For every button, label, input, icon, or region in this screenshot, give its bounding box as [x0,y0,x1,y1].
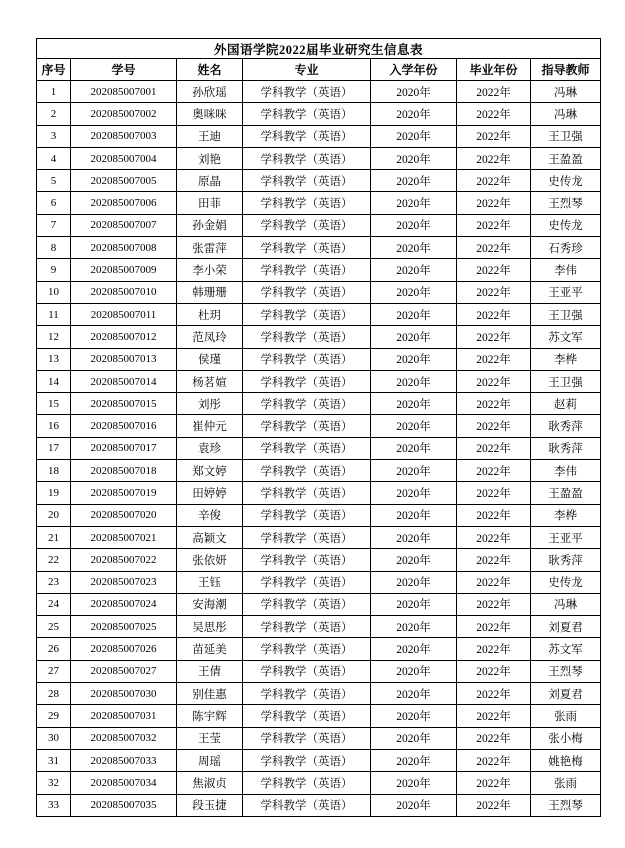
cell-name: 范凤玲 [177,326,243,348]
cell-major: 学科教学（英语） [243,593,371,615]
cell-index: 17 [37,437,71,459]
cell-name: 陈宇辉 [177,705,243,727]
table-row [37,259,601,281]
cell-index: 14 [37,370,71,392]
cell-grad-year: 2022年 [457,460,531,482]
cell-major: 学科教学（英语） [243,638,371,660]
table-row [37,303,601,325]
cell-index: 23 [37,571,71,593]
table-row [37,772,601,794]
cell-name: 安海潮 [177,593,243,615]
cell-advisor: 冯琳 [531,103,601,125]
cell-advisor: 刘夏君 [531,616,601,638]
cell-student-id: 202085007025 [71,616,177,638]
cell-grad-year: 2022年 [457,370,531,392]
cell-grad-year: 2022年 [457,504,531,526]
cell-enroll-year: 2020年 [371,460,457,482]
table-row [37,393,601,415]
cell-major: 学科教学（英语） [243,259,371,281]
cell-enroll-year: 2020年 [371,638,457,660]
cell-grad-year: 2022年 [457,259,531,281]
cell-enroll-year: 2020年 [371,482,457,504]
cell-major: 学科教学（英语） [243,437,371,459]
cell-grad-year: 2022年 [457,526,531,548]
cell-grad-year: 2022年 [457,81,531,103]
cell-major: 学科教学（英语） [243,749,371,771]
table-row [37,549,601,571]
cell-student-id: 202085007001 [71,81,177,103]
cell-student-id: 202085007016 [71,415,177,437]
cell-student-id: 202085007033 [71,749,177,771]
cell-grad-year: 2022年 [457,705,531,727]
cell-name: 辛俊 [177,504,243,526]
cell-index: 16 [37,415,71,437]
cell-major: 学科教学（英语） [243,526,371,548]
cell-enroll-year: 2020年 [371,237,457,259]
cell-name: 杜玥 [177,303,243,325]
cell-index: 28 [37,683,71,705]
cell-index: 21 [37,526,71,548]
cell-major: 学科教学（英语） [243,81,371,103]
cell-student-id: 202085007035 [71,794,177,816]
cell-grad-year: 2022年 [457,482,531,504]
cell-enroll-year: 2020年 [371,81,457,103]
cell-index: 1 [37,81,71,103]
column-header-advisor: 指导教师 [531,59,601,81]
cell-enroll-year: 2020年 [371,549,457,571]
cell-enroll-year: 2020年 [371,705,457,727]
cell-advisor: 王卫强 [531,370,601,392]
title-row [37,39,601,59]
cell-index: 4 [37,147,71,169]
cell-advisor: 李伟 [531,460,601,482]
cell-enroll-year: 2020年 [371,147,457,169]
table-row [37,326,601,348]
cell-student-id: 202085007014 [71,370,177,392]
cell-student-id: 202085007019 [71,482,177,504]
cell-major: 学科教学（英语） [243,415,371,437]
column-header-grad-year: 毕业年份 [457,59,531,81]
cell-student-id: 202085007026 [71,638,177,660]
cell-name: 高颖文 [177,526,243,548]
cell-grad-year: 2022年 [457,393,531,415]
cell-index: 10 [37,281,71,303]
cell-advisor: 李伟 [531,259,601,281]
table-row [37,214,601,236]
cell-major: 学科教学（英语） [243,727,371,749]
cell-grad-year: 2022年 [457,214,531,236]
cell-major: 学科教学（英语） [243,482,371,504]
cell-index: 2 [37,103,71,125]
cell-student-id: 202085007015 [71,393,177,415]
column-header-index: 序号 [37,59,71,81]
cell-major: 学科教学（英语） [243,281,371,303]
cell-advisor: 刘夏君 [531,683,601,705]
cell-advisor: 苏文军 [531,326,601,348]
table-row [37,460,601,482]
cell-grad-year: 2022年 [457,192,531,214]
cell-grad-year: 2022年 [457,348,531,370]
table-row [37,370,601,392]
cell-student-id: 202085007034 [71,772,177,794]
cell-name: 焦淑贞 [177,772,243,794]
cell-advisor: 姚艳梅 [531,749,601,771]
cell-advisor: 王卫强 [531,125,601,147]
table-row [37,727,601,749]
cell-name: 奥咪咪 [177,103,243,125]
cell-enroll-year: 2020年 [371,214,457,236]
cell-major: 学科教学（英语） [243,125,371,147]
cell-index: 30 [37,727,71,749]
cell-advisor: 王烈琴 [531,192,601,214]
cell-enroll-year: 2020年 [371,437,457,459]
cell-index: 5 [37,170,71,192]
cell-index: 20 [37,504,71,526]
cell-grad-year: 2022年 [457,683,531,705]
table-row [37,794,601,816]
cell-name: 田菲 [177,192,243,214]
cell-student-id: 202085007012 [71,326,177,348]
table-row [37,103,601,125]
cell-advisor: 王卫强 [531,303,601,325]
cell-enroll-year: 2020年 [371,526,457,548]
cell-advisor: 李桦 [531,348,601,370]
table-row [37,504,601,526]
cell-name: 刘艳 [177,147,243,169]
cell-major: 学科教学（英语） [243,571,371,593]
table-row [37,125,601,147]
cell-advisor: 王亚平 [531,526,601,548]
cell-student-id: 202085007009 [71,259,177,281]
cell-grad-year: 2022年 [457,660,531,682]
cell-grad-year: 2022年 [457,794,531,816]
cell-name: 刘彤 [177,393,243,415]
cell-grad-year: 2022年 [457,549,531,571]
cell-advisor: 冯琳 [531,593,601,615]
cell-major: 学科教学（英语） [243,772,371,794]
cell-grad-year: 2022年 [457,772,531,794]
cell-enroll-year: 2020年 [371,192,457,214]
cell-index: 24 [37,593,71,615]
cell-major: 学科教学（英语） [243,370,371,392]
cell-grad-year: 2022年 [457,593,531,615]
cell-grad-year: 2022年 [457,571,531,593]
cell-advisor: 张雨 [531,772,601,794]
cell-student-id: 202085007023 [71,571,177,593]
cell-index: 26 [37,638,71,660]
cell-grad-year: 2022年 [457,281,531,303]
cell-advisor: 耿秀萍 [531,415,601,437]
table-row [37,192,601,214]
cell-index: 3 [37,125,71,147]
cell-name: 苗延美 [177,638,243,660]
cell-enroll-year: 2020年 [371,772,457,794]
cell-major: 学科教学（英语） [243,683,371,705]
cell-advisor: 史传龙 [531,571,601,593]
cell-index: 32 [37,772,71,794]
cell-name: 杨茗媗 [177,370,243,392]
cell-name: 王钰 [177,571,243,593]
cell-index: 19 [37,482,71,504]
cell-index: 33 [37,794,71,816]
cell-name: 孙金娟 [177,214,243,236]
cell-name: 田婷婷 [177,482,243,504]
table-row [37,348,601,370]
table-row [37,482,601,504]
cell-name: 侯瑾 [177,348,243,370]
cell-name: 原晶 [177,170,243,192]
cell-student-id: 202085007018 [71,460,177,482]
cell-advisor: 耿秀萍 [531,437,601,459]
cell-index: 31 [37,749,71,771]
cell-name: 崔仲元 [177,415,243,437]
cell-grad-year: 2022年 [457,727,531,749]
cell-grad-year: 2022年 [457,638,531,660]
document-page [36,38,600,817]
table-row [37,705,601,727]
cell-major: 学科教学（英语） [243,147,371,169]
header-row [37,59,601,81]
cell-student-id: 202085007020 [71,504,177,526]
cell-index: 25 [37,616,71,638]
cell-index: 8 [37,237,71,259]
cell-student-id: 202085007021 [71,526,177,548]
cell-grad-year: 2022年 [457,749,531,771]
cell-name: 别佳惠 [177,683,243,705]
cell-major: 学科教学（英语） [243,705,371,727]
column-header-student-id: 学号 [71,59,177,81]
cell-enroll-year: 2020年 [371,103,457,125]
cell-enroll-year: 2020年 [371,393,457,415]
cell-student-id: 202085007030 [71,683,177,705]
cell-name: 吴思彤 [177,616,243,638]
cell-advisor: 冯琳 [531,81,601,103]
cell-index: 11 [37,303,71,325]
table-row [37,415,601,437]
cell-name: 袁珍 [177,437,243,459]
table-row [37,660,601,682]
table-row [37,81,601,103]
cell-name: 郑文婷 [177,460,243,482]
cell-major: 学科教学（英语） [243,170,371,192]
cell-enroll-year: 2020年 [371,415,457,437]
cell-enroll-year: 2020年 [371,593,457,615]
cell-enroll-year: 2020年 [371,504,457,526]
cell-grad-year: 2022年 [457,103,531,125]
cell-student-id: 202085007032 [71,727,177,749]
cell-enroll-year: 2020年 [371,571,457,593]
table-row [37,616,601,638]
cell-student-id: 202085007010 [71,281,177,303]
cell-grad-year: 2022年 [457,147,531,169]
cell-index: 6 [37,192,71,214]
cell-enroll-year: 2020年 [371,794,457,816]
cell-enroll-year: 2020年 [371,683,457,705]
cell-enroll-year: 2020年 [371,727,457,749]
cell-major: 学科教学（英语） [243,460,371,482]
cell-grad-year: 2022年 [457,303,531,325]
cell-enroll-year: 2020年 [371,303,457,325]
table-row [37,170,601,192]
cell-index: 7 [37,214,71,236]
table-row [37,571,601,593]
cell-advisor: 苏文军 [531,638,601,660]
cell-major: 学科教学（英语） [243,348,371,370]
cell-name: 周瑶 [177,749,243,771]
cell-index: 18 [37,460,71,482]
cell-advisor: 王烈琴 [531,794,601,816]
cell-enroll-year: 2020年 [371,170,457,192]
cell-enroll-year: 2020年 [371,616,457,638]
cell-enroll-year: 2020年 [371,370,457,392]
table-row [37,526,601,548]
cell-advisor: 张小梅 [531,727,601,749]
cell-grad-year: 2022年 [457,437,531,459]
cell-advisor: 李桦 [531,504,601,526]
cell-index: 13 [37,348,71,370]
cell-enroll-year: 2020年 [371,326,457,348]
cell-student-id: 202085007007 [71,214,177,236]
graduate-student-info-table [36,38,601,817]
cell-advisor: 王盈盈 [531,147,601,169]
cell-advisor: 赵莉 [531,393,601,415]
table-title: 外国语学院2022届毕业研究生信息表 [37,39,601,59]
cell-major: 学科教学（英语） [243,237,371,259]
cell-major: 学科教学（英语） [243,192,371,214]
cell-grad-year: 2022年 [457,237,531,259]
cell-index: 15 [37,393,71,415]
cell-name: 李小荣 [177,259,243,281]
cell-student-id: 202085007003 [71,125,177,147]
cell-student-id: 202085007022 [71,549,177,571]
cell-enroll-year: 2020年 [371,281,457,303]
cell-major: 学科教学（英语） [243,616,371,638]
cell-grad-year: 2022年 [457,170,531,192]
cell-advisor: 石秀珍 [531,237,601,259]
cell-name: 王倩 [177,660,243,682]
cell-name: 段玉捷 [177,794,243,816]
cell-index: 12 [37,326,71,348]
table-row [37,147,601,169]
cell-enroll-year: 2020年 [371,348,457,370]
cell-name: 王莹 [177,727,243,749]
cell-enroll-year: 2020年 [371,125,457,147]
cell-student-id: 202085007031 [71,705,177,727]
cell-major: 学科教学（英语） [243,303,371,325]
table-row [37,437,601,459]
cell-grad-year: 2022年 [457,616,531,638]
table-row [37,749,601,771]
cell-major: 学科教学（英语） [243,504,371,526]
cell-name: 张雷萍 [177,237,243,259]
cell-advisor: 张雨 [531,705,601,727]
table-row [37,683,601,705]
cell-advisor: 史传龙 [531,170,601,192]
cell-advisor: 王烈琴 [531,660,601,682]
cell-major: 学科教学（英语） [243,214,371,236]
cell-major: 学科教学（英语） [243,660,371,682]
cell-grad-year: 2022年 [457,415,531,437]
cell-index: 22 [37,549,71,571]
column-header-major: 专业 [243,59,371,81]
cell-student-id: 202085007006 [71,192,177,214]
cell-major: 学科教学（英语） [243,326,371,348]
cell-major: 学科教学（英语） [243,393,371,415]
cell-major: 学科教学（英语） [243,794,371,816]
cell-index: 27 [37,660,71,682]
cell-name: 孙欣瑶 [177,81,243,103]
cell-student-id: 202085007027 [71,660,177,682]
table-row [37,237,601,259]
table-row [37,638,601,660]
cell-student-id: 202085007017 [71,437,177,459]
cell-student-id: 202085007013 [71,348,177,370]
cell-student-id: 202085007002 [71,103,177,125]
cell-index: 29 [37,705,71,727]
cell-name: 王迪 [177,125,243,147]
cell-student-id: 202085007024 [71,593,177,615]
cell-enroll-year: 2020年 [371,749,457,771]
cell-index: 9 [37,259,71,281]
cell-advisor: 王亚平 [531,281,601,303]
cell-name: 张依妍 [177,549,243,571]
table-row [37,281,601,303]
table-row [37,593,601,615]
cell-enroll-year: 2020年 [371,259,457,281]
cell-major: 学科教学（英语） [243,103,371,125]
cell-student-id: 202085007005 [71,170,177,192]
column-header-name: 姓名 [177,59,243,81]
cell-major: 学科教学（英语） [243,549,371,571]
cell-advisor: 耿秀萍 [531,549,601,571]
cell-advisor: 王盈盈 [531,482,601,504]
cell-grad-year: 2022年 [457,326,531,348]
column-header-enroll-year: 入学年份 [371,59,457,81]
cell-enroll-year: 2020年 [371,660,457,682]
cell-advisor: 史传龙 [531,214,601,236]
cell-student-id: 202085007004 [71,147,177,169]
cell-student-id: 202085007011 [71,303,177,325]
cell-name: 韩珊珊 [177,281,243,303]
cell-student-id: 202085007008 [71,237,177,259]
cell-grad-year: 2022年 [457,125,531,147]
